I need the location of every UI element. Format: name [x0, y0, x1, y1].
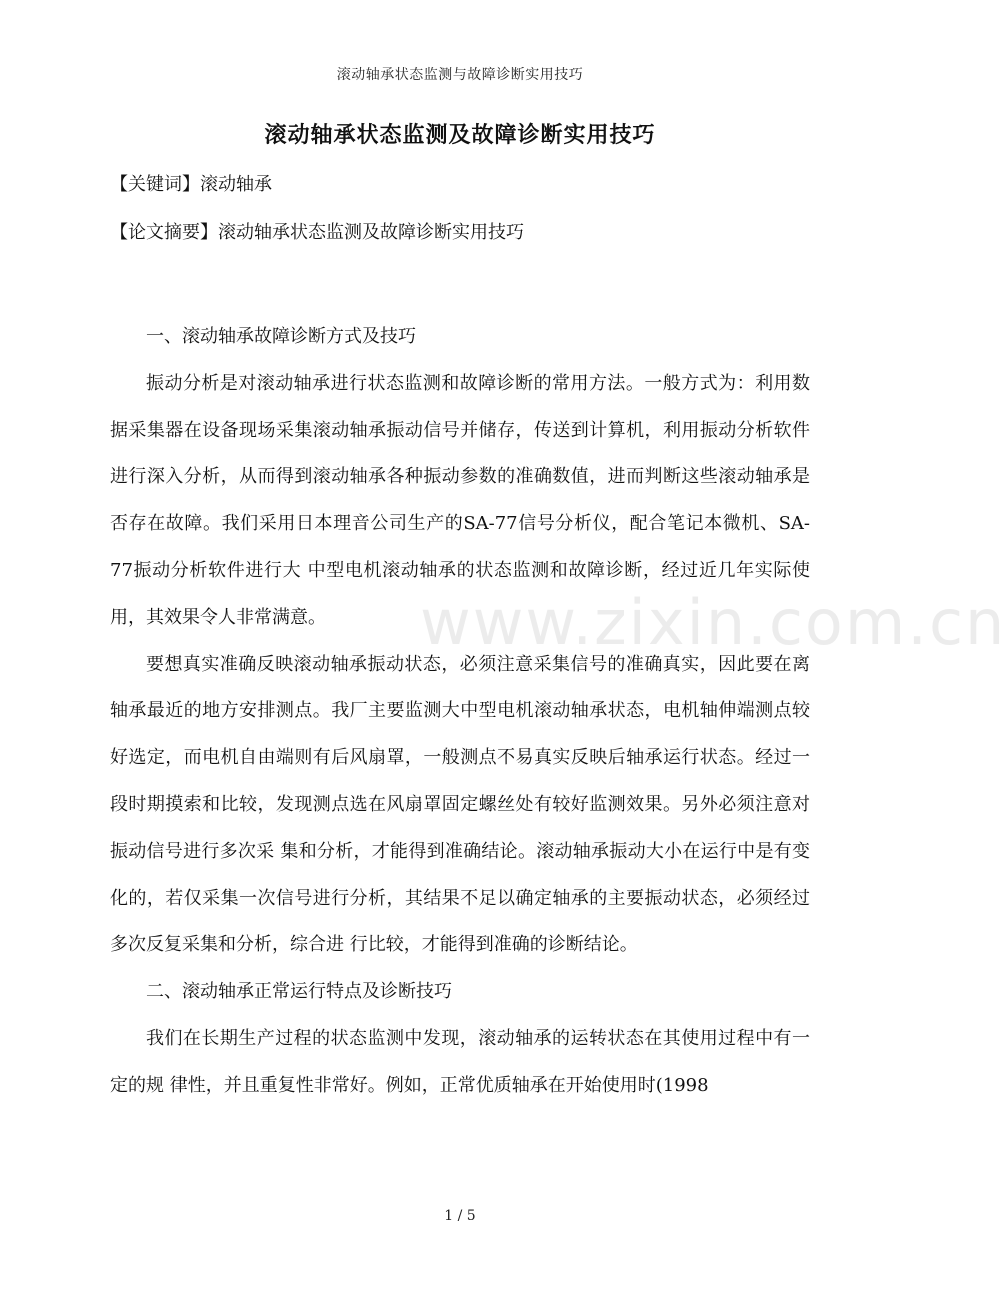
paragraph: 要想真实准确反映滚动轴承振动状态，必须注意采集信号的准确真实，因此要在离轴承最近的地方安排测点。我厂主要监测大中型电机滚动轴承状态，电机轴伸端测点较好选定，而电机自由端则有后风扇罩，一般测点不易真实反映后轴承运行状态。经过一段时期摸索和比较，发现测点选在风扇罩固定螺丝处有较好监测效果。另外必须注意对振动信号进行多次采 集和分析，才能得到准确结论。滚动轴承振动大小在运行中是有变化的，若仅采集一次信号进行分析，其结果不足以确定轴承的主要振动状态，必须经过多次反复采集和分析，综合进 行比较，才能得到准确的诊断结论。	[110, 653, 810, 956]
page-indicator: 1 / 5	[444, 1208, 476, 1224]
section-heading: 二、滚动轴承正常运行特点及诊断技巧	[146, 981, 452, 1003]
document-body	[110, 314, 810, 1110]
keywords-line: 【关键词】滚动轴承	[110, 174, 272, 195]
section-heading: 一、滚动轴承故障诊断方式及技巧	[146, 326, 416, 347]
watermark: www.zixin.com.cn	[420, 586, 1006, 659]
running-header: 滚动轴承状态监测与故障诊断实用技巧	[336, 67, 584, 83]
paragraph: 振动分析是对滚动轴承进行状态监测和故障诊断的常用方法。一般方式为：利用数据采集器在设备现场采集滚动轴承振动信号并储存，传送到计算机，利用振动分析软件进行深入分析，从而得到滚动轴承各种振动参数的准确数值，进而判断这些滚动轴承是否存在故障。我们采用日本理音公司生产的SA-77信号分析仪，配合笔记本微机、SA-77振动分析软件进行大 中型电机滚动轴承的状态监测和故障诊断，经过近几年实际使用，其效果令人非常满意。	[110, 372, 810, 628]
paragraph: 我们在长期生产过程的状态监测中发现，滚动轴承的运转状态在其使用过程中有一定的规 律性，并且重复性非常好。例如，正常优质轴承在开始使用时(1998	[110, 1027, 810, 1096]
document-title: 滚动轴承状态监测及故障诊断实用技巧	[264, 122, 656, 148]
abstract-line: 【论文摘要】滚动轴承状态监测及故障诊断实用技巧	[110, 222, 524, 243]
